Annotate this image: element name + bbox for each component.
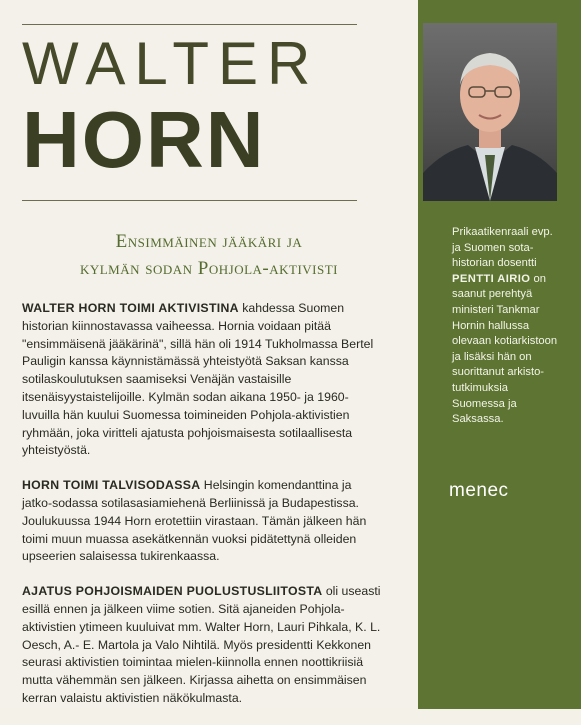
paragraph: [22, 300, 382, 460]
subtitle-line-1: Ensimmäinen jääkäri ja: [115, 231, 303, 252]
bottom-rule: [22, 200, 357, 201]
watermark: menec: [449, 480, 509, 501]
paragraph-text: kahdessa Suomen historian kiinnostavassa vaiheessa. Hornia voidaan pitää "ensimmäisenä jääkärinä", sillä hän oli 1914 Tukholmassa Bertel Pauligin kanssa käynnistämässä yhteistyötä Saksan kanssa sotilaskoulutuksen saamiseksi Venäjän vastaisille itsenäisyystaistelijoille. Kylmän sodan aikana 1950- ja 1960-luvuilla hän kuului Suomessa toimineiden Pohjola-aktivistien ryhmään, joka viritteli ajatusta pohjoismaisesta sotilaallisesta yhteistyöstä.: [22, 301, 374, 458]
author-portrait-illustration: [423, 23, 557, 201]
paragraph: [22, 477, 382, 566]
paragraph-text: oli useasti esillä ennen ja jälkeen viime sotien. Sitä ajaneiden Pohjola-aktivistien ytimeen kuuluivat mm. Walter Horn, Lauri Pihkala, K. L. Oesch, A.- E. Martola ja Valo Nihtilä. Myös presidentti Kekkonen seurasi aktivistien toimintaa mielen-kiinnolla ennen noottikriisiä mutta vähemmän sen jälkeen. Kirjassa aihetta on ensimmäisen kerran valaistu aktivistien näkökulmasta.: [22, 584, 381, 705]
author-caption: [452, 225, 562, 428]
subtitle-line-2: kylmän sodan Pohjola-aktivisti: [79, 258, 339, 279]
paragraph-lead: HORN TOIMI TALVISODASSA: [22, 478, 201, 493]
body-text: [22, 300, 382, 725]
caption-text: on saanut perehtyä ministeri Tankmar Hornin hallussa olevaan kotiarkistoon ja lisäksi hän on suorittanut arkisto-tutkimuksia Suomessa ja Saksassa.: [452, 272, 558, 426]
caption-text: Prikaatikenraali evp. ja Suomen sota-historian dosentti: [452, 226, 553, 270]
top-rule: [22, 24, 357, 25]
title-first-name: WALTER: [22, 30, 320, 97]
author-name: PENTTI AIRIO: [452, 272, 531, 285]
paragraph-text: Helsingin komendanttina ja jatko-sodassa sotilasasiamiehenä Berliinissä ja Budapestissa. Joulukuussa 1944 Horn erotettiin virastaan. Tämän jälkeen hän toimi muun muassa asekätkennän vuoksi pidätettynä olleiden upseerien salaisessa tukirenkaassa.: [22, 478, 367, 564]
paragraph-lead: WALTER HORN TOIMI AKTIVISTINA: [22, 301, 239, 315]
paragraph-lead: AJATUS POHJOISMAIDEN PUOLUSTUSLIITOSTA: [22, 584, 323, 599]
title-last-name: HORN: [22, 95, 266, 184]
paragraph: [22, 583, 382, 708]
subtitle: [0, 228, 418, 282]
author-photo: [423, 23, 557, 201]
